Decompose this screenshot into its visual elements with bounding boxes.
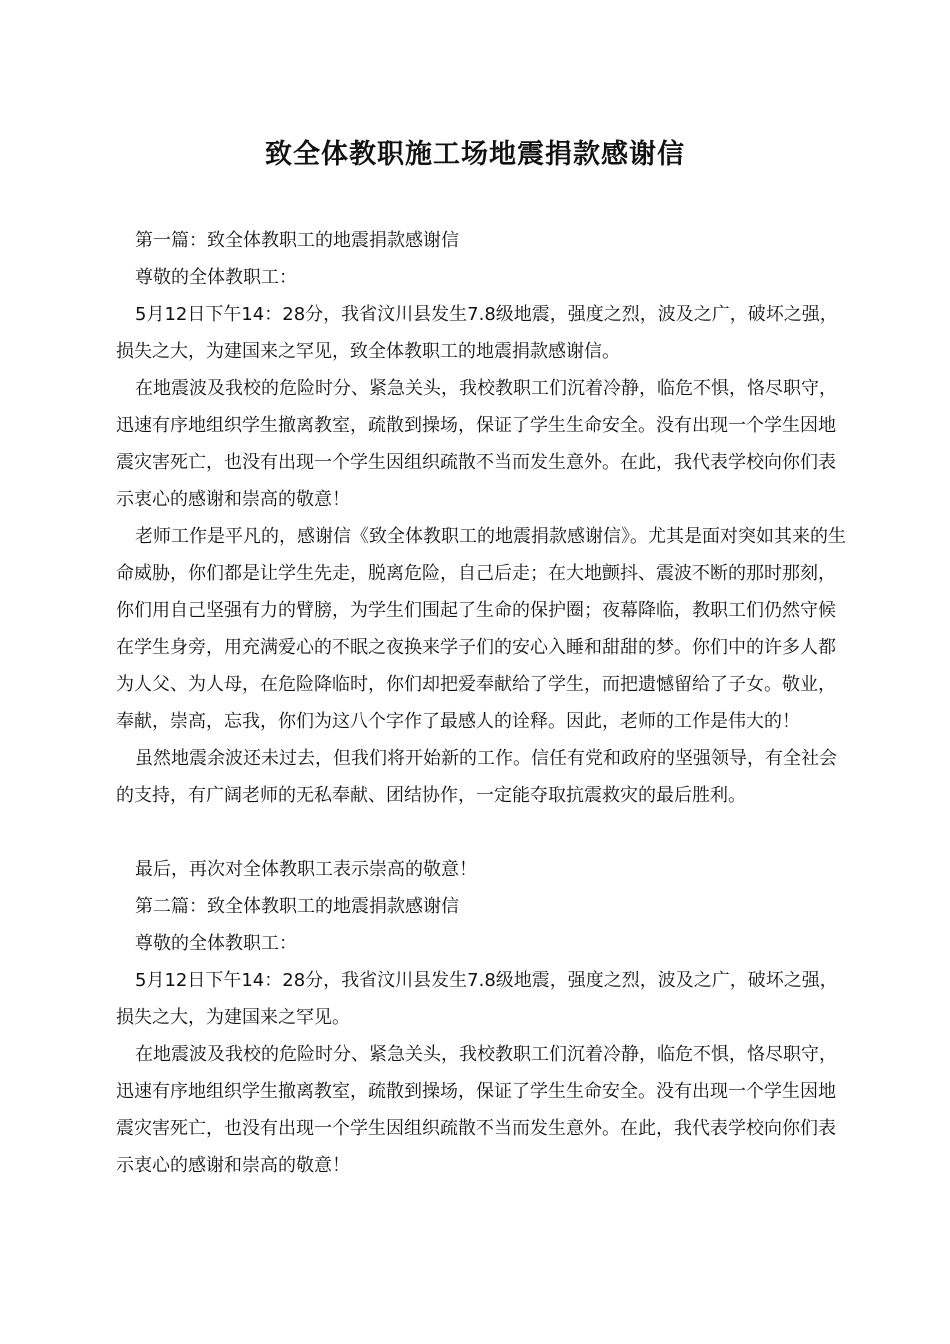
paragraph: 在地震波及我校的危险时分、紧急关头，我校教职工们沉着冷静，临危不惧，恪尽职守，迅速有序地组织学生撤离教室，疏散到操场，保证了学生生命安全。没有出现一个学生因地震灾害死亡，也没有出现一个学生因组织疏散不当而发生意外。在此，我代表学校向你们表示衷心的感谢和崇高的敬意！ xyxy=(116,1044,837,1176)
paragraph: 老师工作是平凡的，感谢信《致全体教职工的地震捐款感谢信》。尤其是面对突如其来的生命威胁，你们都是让学生先走，脱离危险，自己后走；在大地颤抖、震波不断的那时那刻，你们用自己坚强有力的臂膀，为学生们围起了生命的保护圈；夜幕降临，教职工们仍然守候在学生身旁，用充满爱心的不眠之夜换来学子们的安心入睡和甜甜的梦。你们中的许多人都为人父、为人母，在危险降临时，你们却把爱奉献给了学生，而把遗憾留给了子女。敬业，奉献，崇高，忘我，你们为这八个字作了最感人的诠释。因此，老师的工作是伟大的！ xyxy=(116,526,846,732)
blank-line xyxy=(116,814,848,851)
part-one-heading: 第一篇：致全体教职工的地震捐款感谢信 xyxy=(135,230,459,251)
paragraph: 在地震波及我校的危险时分、紧急关头，我校教职工们沉着冷静，临危不惧，恪尽职守，迅速有序地组织学生撤离教室，疏散到操场，保证了学生生命安全。没有出现一个学生因地震灾害死亡，也没有出现一个学生因组织疏散不当而发生意外。在此，我代表学校向你们表示衷心的感谢和崇高的敬意！ xyxy=(116,378,837,510)
document-body xyxy=(116,222,848,1184)
paragraph: 5月12日下午14：28分，我省汶川县发生7.8级地震，强度之烈，波及之广，破坏之强，损失之大，为建国来之罕见，致全体教职工的地震捐款感谢信。 xyxy=(116,304,838,362)
paragraph: 虽然地震余波还未过去，但我们将开始新的工作。信任有党和政府的坚强领导，有全社会的支持，有广阔老师的无私奉献、团结协作，一定能夺取抗震救灾的最后胜利。 xyxy=(116,748,837,806)
part-two-heading: 第二篇：致全体教职工的地震捐款感谢信 xyxy=(135,896,459,917)
salutation: 尊敬的全体教职工： xyxy=(135,933,297,954)
paragraph: 5月12日下午14：28分，我省汶川县发生7.8级地震，强度之烈，波及之广，破坏之强，损失之大，为建国来之罕见。 xyxy=(116,970,838,1028)
document-title: 致全体教职施工场地震捐款感谢信 xyxy=(265,139,685,170)
salutation: 尊敬的全体教职工： xyxy=(135,267,297,288)
closing-line: 最后，再次对全体教职工表示崇高的敬意！ xyxy=(135,859,477,880)
